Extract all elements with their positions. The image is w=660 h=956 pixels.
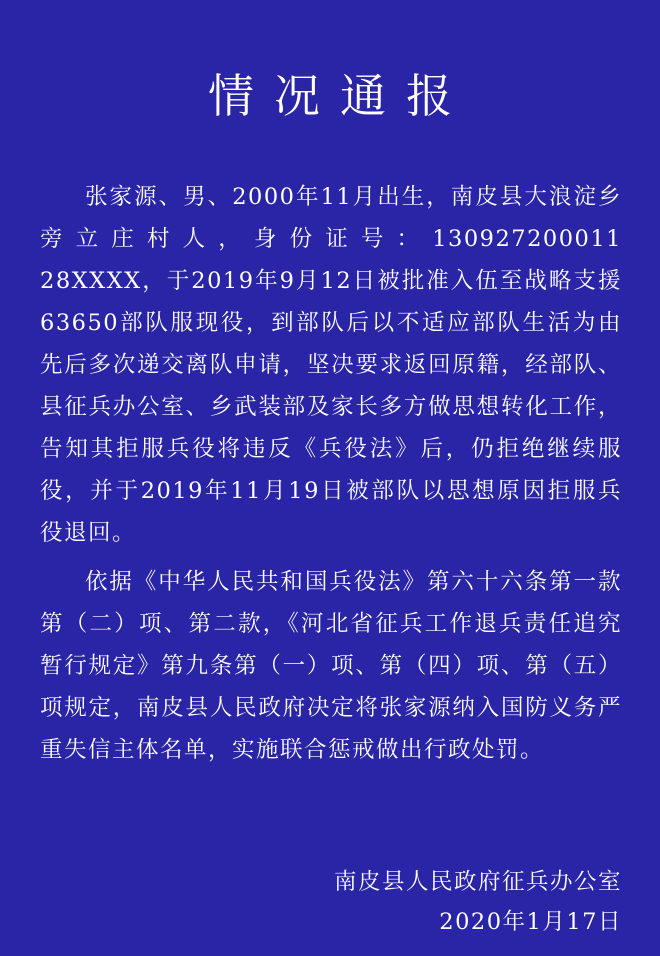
notice-paragraph-2: 依据《中华人民共和国兵役法》第六十六条第一款第（二）项、第二款，《河北省征兵工作退兵责任追究暂行规定》第九条第（一）项、第（四）项、第（五）项规定，南皮县人民政府决定将张家源纳入国防义务严重失信主体名单，实施联合惩戒做出行政处罚。	[40, 569, 622, 763]
signature-organization: 南皮县人民政府征兵办公室	[333, 869, 622, 895]
notice-title: 情况通报	[208, 69, 472, 123]
signature-date: 2020年1月17日	[439, 909, 622, 935]
notice-paragraph-1: 张家源、男、2000年11月出生，南皮县大浪淀乡旁立庄村人，身份证号：130927200011 28XXXX，于2019年9月12日被批准入伍至战略支援63650部队服现役，到部队后以不适应部队生活为由先后多次递交离队申请，坚决要求返回原籍，经部队、县征兵办公室、乡武装部及家长多方做思想转化工作，告知其拒服兵役将违反《兵役法》后，仍拒绝继续服役，并于2019年11月19日被部队以思想原因拒服兵役退回。	[40, 184, 622, 546]
